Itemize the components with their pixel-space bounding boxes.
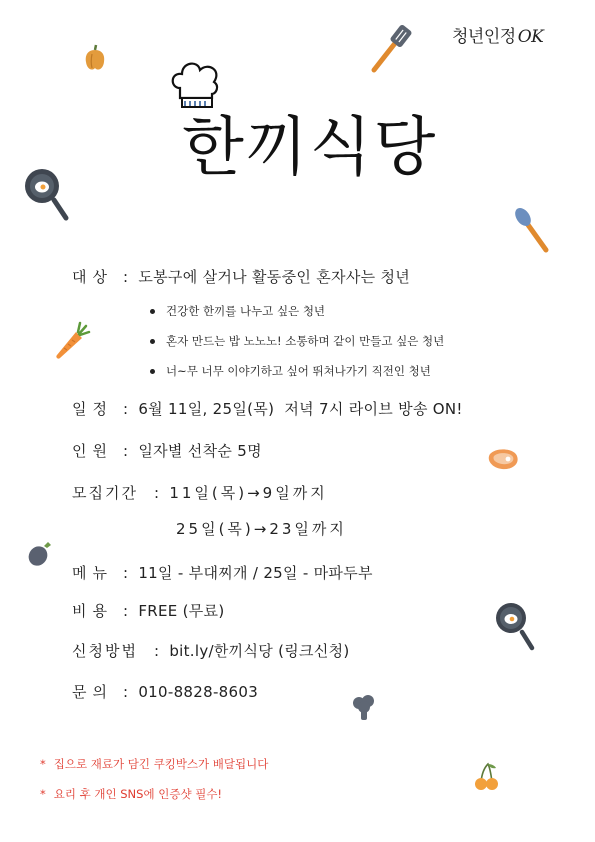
contact-label: 문의 [72, 683, 113, 701]
capacity-label: 인원 [72, 442, 113, 460]
bell-pepper-icon [84, 44, 106, 72]
contact-row: 문의 : 010-8828-8603 [72, 683, 259, 701]
menu-row: 메뉴 : 11일 - 부대찌개 / 25일 - 마파두부 [72, 564, 373, 582]
recruit-line-2: 25일(목)→23일까지 [176, 520, 347, 538]
cost-value: FREE (무료) [138, 602, 225, 620]
delivery-note [40, 756, 268, 772]
list-item: 혼자 만드는 밥 노노노! 소통하며 같이 만들고 싶은 청년 [150, 326, 444, 356]
page-title: 한끼식당 [182, 111, 438, 185]
eggplant-icon [26, 538, 54, 568]
asterisk-icon: * [40, 787, 46, 801]
schedule-value: 6월 11일, 25일(목) 저녁 7시 라이브 방송 ON! [138, 400, 463, 418]
cherry-icon [472, 762, 500, 792]
broccoli-icon [350, 694, 378, 722]
sns-note [40, 786, 222, 802]
recruit-row-2 [176, 518, 347, 539]
cost-label: 비용 [72, 602, 113, 620]
apply-label: 신청방법 [72, 642, 138, 660]
brand-logo-mark: OK [517, 27, 544, 47]
turner-icon [514, 206, 554, 256]
target-value: 도봉구에 살거나 활동중인 혼자사는 청년 [138, 268, 411, 286]
spatula-icon [368, 24, 414, 76]
brand-logo [452, 22, 543, 47]
asterisk-icon: * [40, 757, 46, 771]
target-label: 대상 [72, 268, 113, 286]
schedule-row: 일정 : 6월 11일, 25일(목) 저녁 7시 라이브 방송 ON! [72, 400, 463, 418]
schedule-label: 일정 [72, 400, 113, 418]
cost-row: 비용 : FREE (무료) [72, 602, 225, 620]
delivery-note-text: 집으로 재료가 담긴 쿠킹박스가 배달됩니다 [53, 757, 269, 771]
recruit-row: 모집기간 : 11일(목)→9일까지 [72, 484, 328, 502]
apply-row: 신청방법 : bit.ly/한끼식당 (링크신청) [72, 642, 350, 660]
recruit-label: 모집기간 [72, 484, 138, 502]
recruit-line-1: 11일(목)→9일까지 [169, 484, 328, 502]
target-row: 대상 : 도봉구에 살거나 활동중인 혼자사는 청년 [72, 268, 411, 286]
frying-pan-egg-icon [24, 164, 72, 224]
menu-value: 11일 - 부대찌개 / 25일 - 마파두부 [138, 564, 373, 582]
frying-pan-egg-icon [494, 600, 538, 652]
carrot-icon [52, 322, 92, 362]
brand-name: 청년인정 [452, 27, 516, 47]
target-bullet-list [150, 296, 444, 386]
apply-value[interactable]: bit.ly/한끼식당 (링크신청) [169, 642, 350, 660]
list-item: 너~무 너무 이야기하고 싶어 뛰쳐나가기 직전인 청년 [150, 356, 444, 386]
list-item: 건강한 한끼를 나누고 싶은 청년 [150, 296, 444, 326]
sns-note-text: 요리 후 개인 SNS에 인증샷 필수! [53, 787, 223, 801]
contact-value: 010-8828-8603 [138, 683, 259, 701]
steak-icon [486, 446, 520, 472]
capacity-value: 일자별 선착순 5명 [138, 442, 262, 460]
capacity-row: 인원 : 일자별 선착순 5명 [72, 442, 262, 460]
menu-label: 메뉴 [72, 564, 113, 582]
